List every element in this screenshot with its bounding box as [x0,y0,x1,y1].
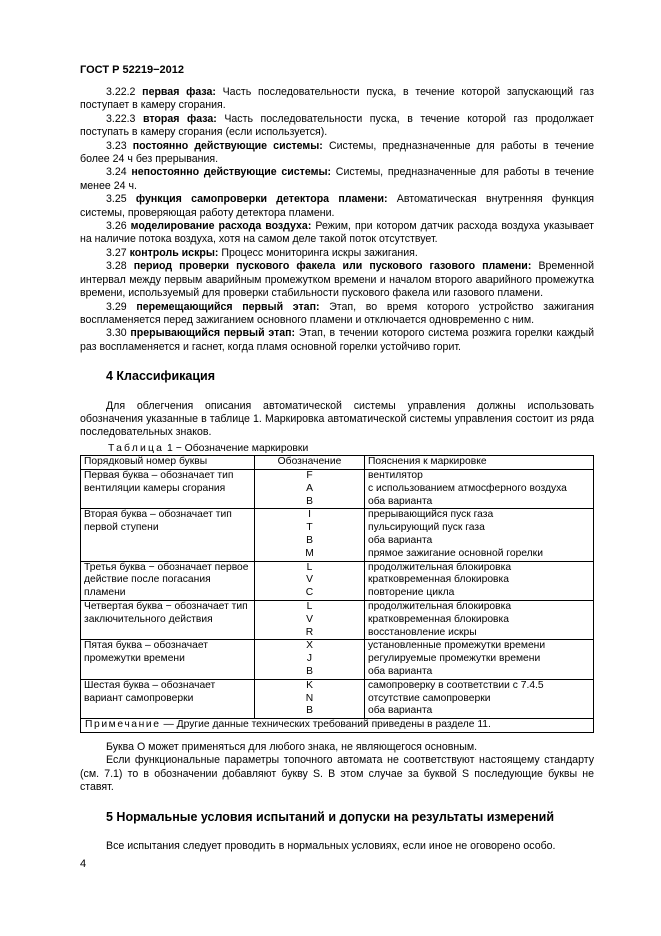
code-letter: B [306,705,313,717]
definition-number: 3.24 [106,166,127,179]
definition-text: Этап, во время которого устройство зажигания воспламеняется перед зажиганием основного пламени и отключается одновременно с ним. [80,300,595,326]
table-header-cell: Пояснения к маркировке [365,456,594,470]
definition-item [80,193,594,220]
code-letter: J [306,653,313,665]
definition-text: Часть последовательности пуска, в течение которой запускающий газ поступает в камеру сгорания. [80,86,594,112]
code-letter: L [306,600,313,612]
definition-item [80,247,594,260]
explanation-line: продолжительная блокировка [368,600,512,612]
explanation-line: прерывающийся пуск газа [368,509,494,521]
code-letter: X [306,640,313,652]
definition-term: вторая фаза: [143,112,217,125]
table-header-cell: Порядковый номер буквы [81,456,255,470]
code-letter: V [306,613,313,625]
explanation-cell [365,679,594,718]
definition-number: 3.22.3 [106,112,136,125]
page-number: 4 [80,858,87,870]
table-row [81,679,594,718]
table-caption-word: Таблица [108,442,165,454]
explanation-line: установленные промежутки времени [368,640,546,652]
definition-number: 3.27 [106,246,127,259]
note-label: Примечание [85,719,161,731]
definition-term: период проверки пускового факела или пускового газового пламени: [133,260,532,273]
code-letter: K [306,679,313,691]
explanation-line: продолжительная блокировка [368,561,512,573]
table-header-cell: Обозначение [255,456,365,470]
explanation-line: оба варианта [368,705,433,717]
letter-description: Пятая буква – обозначает промежутки времени [81,640,255,679]
definition-text: Часть последовательности пуска, в течение которой газ продолжает поступать в камеру сгорания (если используется). [80,112,594,139]
section-5-text: Все испытания следует проводить в нормальных условиях, если иное не оговорено особо. [106,839,556,852]
definition-term: перемещающийся первый этап: [136,300,320,313]
letter-description: Вторая буква – обозначает тип первой ступени [81,509,255,561]
explanation-line: оба варианта [368,665,433,677]
explanation-line: самопроверку в соответствии с 7.4.5 [368,679,544,691]
explanation-cell [365,600,594,639]
definition-term: функция самопроверки детектора пламени: [135,193,388,206]
code-letter: A [306,482,313,494]
code-letter: I [308,509,311,521]
table-body [81,469,594,718]
definition-text: Этап, в течении которого система розжига горелки каждый раз воспламеняется и гаснет, когда пламя основной горелки устойчиво горит. [80,327,594,353]
code-letter: R [305,626,314,638]
definition-text: Временной интервал между первым аварийным промежутком времени и началом второго аварийного промежутка времени, используемый для проверки стабильности пускового факела или газового пламени. [80,260,594,300]
table-row [81,509,594,561]
designation-cell [255,509,365,561]
letter-description: Первая буква – обозначает тип вентиляции камеры сгорания [81,469,255,508]
document-body [80,86,594,853]
section-4-intro: Для облегчения описания автоматической системы управления должны использовать обозначения указанные в таблице 1. Маркировка автоматической системы управления состоит из ряда последовательных знаков. [80,399,594,439]
definitions-list [80,86,594,354]
explanation-line: оба варианта [368,534,433,546]
code-letter: N [305,692,314,704]
section-4-title: 4 Классификация [106,369,216,384]
table-row [81,469,594,508]
explanation-line: оба варианта [368,495,433,507]
explanation-line: с использованием атмосферного воздуха [368,482,567,494]
code-letter: B [306,495,313,507]
definition-term: моделирование расхода воздуха: [130,220,312,233]
code-letter: B [306,534,313,546]
explanation-cell [365,561,594,600]
definition-number: 3.22.2 [106,86,136,98]
definition-item [80,327,594,354]
definition-number: 3.25 [106,193,127,206]
table-note-row [81,719,594,733]
explanation-line: прямое зажигание основной горелки [368,547,543,559]
definition-term: непостоянно действующие системы: [131,166,332,179]
definition-text: Автоматическая внутренняя функция системы, проверяющая работу детектора пламени. [80,193,594,219]
code-letter: B [306,665,313,677]
code-letter: M [305,547,314,559]
designation-cell [255,640,365,679]
definition-number: 3.30 [106,327,127,340]
designation-cell [255,679,365,718]
definition-term: прерывающийся первый этап: [130,327,296,340]
letter-description: Третья буква − обозначает первое действие после погасания пламени [81,561,255,600]
table-row [81,600,594,639]
table-caption-rest: 1 − Обозначение маркировки [167,442,309,454]
definition-item [80,260,594,300]
definition-number: 3.29 [106,300,127,313]
after-table-paragraph-2: Если функциональные параметры топочного автомата не соответствуют настоящему стандарту (см. 7.1) то в обозначении добавляют букву S. В этом случае за буквой S последующие буквы не ставят. [80,754,594,794]
letter-description: Шестая буква – обозначает вариант самопроверки [81,679,255,718]
definition-item [80,166,594,193]
definition-number: 3.23 [106,139,127,152]
table-note [81,719,594,733]
explanation-cell [365,509,594,561]
code-letter: V [306,574,313,586]
explanation-cell [365,469,594,508]
definition-term: первая фаза: [142,86,216,98]
explanation-line: повторение цикла [368,587,455,599]
code-letter: C [305,587,314,599]
designation-cell [255,561,365,600]
definition-text: Системы, предназначенные для работы в течение менее 24 ч. [80,166,595,192]
table-row [81,640,594,679]
letter-description: Четвертая буква − обозначает тип заключительного действия [81,600,255,639]
explanation-line: регулируемые промежутки времени [368,653,541,665]
standard-code: ГОСТ Р 52219−2012 [80,64,184,76]
definition-item [80,140,594,167]
table-header-row [81,456,594,470]
designation-cell [255,469,365,508]
explanation-line: кратковременная блокировка [368,574,509,586]
definition-text: Процесс мониторинга искры зажигания. [221,246,418,259]
explanation-line: отсутствие самопроверки [368,692,491,704]
explanation-line: пульсирующий пуск газа [368,522,485,534]
table-caption [108,442,594,455]
definition-text: Системы, предназначенные для работы в течение более 24 ч без прерывания. [80,139,594,166]
code-letter: T [306,522,313,534]
definition-item [80,301,594,328]
explanation-line: восстановление искры [368,626,477,638]
table-row [81,561,594,600]
definition-term: постоянно действующие системы: [132,139,323,152]
definition-number: 3.28 [106,260,127,273]
note-text: — Другие данные технических требований приведены в разделе 11. [163,719,491,731]
definition-item [80,220,594,247]
marking-table [80,455,594,733]
section-5-title: 5 Нормальные условия испытаний и допуски на результаты измерений [106,809,555,824]
code-letter: L [306,561,313,573]
definition-text: Режим, при котором датчик расхода воздуха указывает на наличие потока воздуха, хотя на самом деле такой поток отсутствует. [80,220,594,246]
definition-number: 3.26 [106,220,127,233]
explanation-cell [365,640,594,679]
definition-item [80,113,594,140]
definition-item [80,86,594,113]
after-table-paragraph-1: Буква О может применяться для любого знака, не являющегося основным. [106,740,478,753]
code-letter: F [306,469,313,481]
explanation-line: вентилятор [368,469,423,481]
definition-term: контроль искры: [129,246,219,259]
explanation-line: кратковременная блокировка [368,613,509,625]
designation-cell [255,600,365,639]
